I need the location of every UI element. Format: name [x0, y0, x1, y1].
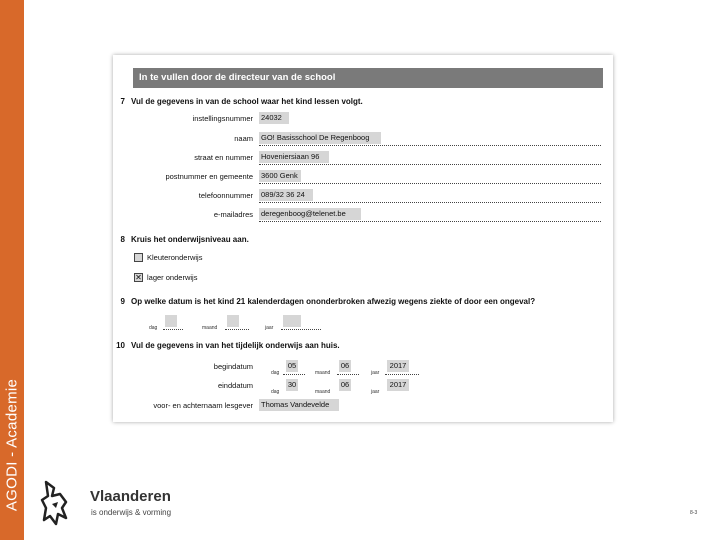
- field-begin-maand: 06: [340, 361, 350, 370]
- dotted-line: [259, 221, 601, 222]
- label-email: e-mailadres: [213, 210, 253, 219]
- label-jaar: jaar: [371, 370, 380, 376]
- label-kleuteronderwijs: Kleuteronderwijs: [147, 253, 203, 262]
- label-maand: maand: [315, 389, 331, 395]
- question-10-number: 10: [116, 341, 125, 350]
- field-q9-maand[interactable]: [227, 315, 239, 327]
- label-maand: maand: [202, 325, 218, 331]
- label-einddatum: einddatum: [217, 381, 253, 390]
- field-eind-maand: 06: [340, 380, 350, 389]
- dotted-line: [259, 145, 601, 146]
- form-image: [113, 55, 613, 422]
- question-8-text: Kruis het onderwijsniveau aan.: [131, 235, 249, 244]
- dotted-line: [283, 374, 305, 375]
- dotted-line: [259, 164, 601, 165]
- label-lager-onderwijs: lager onderwijs: [147, 273, 198, 282]
- brand-name: Vlaanderen: [90, 488, 171, 505]
- sidebar-label: AGODI - Academie: [3, 378, 21, 512]
- dotted-line: [259, 183, 601, 184]
- question-8-number: 8: [120, 235, 125, 244]
- form-header: In te vullen door de directeur van de school: [133, 68, 603, 88]
- checkbox-kleuteronderwijs[interactable]: [134, 253, 143, 262]
- label-dag: dag: [271, 389, 280, 395]
- label-straat: straat en nummer: [194, 153, 253, 162]
- field-postnummer: 3600 Genk: [259, 170, 301, 182]
- question-9-number: 9: [120, 297, 125, 306]
- brand-subtitle: is onderwijs & vorming: [91, 508, 172, 517]
- field-q9-dag[interactable]: [165, 315, 177, 327]
- question-7: [113, 97, 363, 106]
- label-begindatum: begindatum: [213, 362, 253, 371]
- label-dag: dag: [271, 370, 280, 376]
- question-8: [113, 235, 249, 244]
- field-email: deregenboog@telenet.be: [259, 208, 361, 220]
- field-q9-jaar[interactable]: [283, 315, 301, 327]
- dotted-line: [163, 329, 183, 330]
- dotted-line: [337, 374, 359, 375]
- field-eind-dag: 30: [287, 380, 297, 389]
- field-telefoon: 089/32 36 24: [259, 189, 313, 201]
- field-lesgever: Thomas Vandevelde: [259, 399, 339, 411]
- question-9-text: Op welke datum is het kind 21 kalenderdagen ononderbroken afwezig wegens ziekte of door een ongeval?: [131, 297, 536, 306]
- sidebar: [0, 0, 24, 540]
- question-7-text: Vul de gegevens in van de school waar het kind lessen volgt.: [131, 97, 363, 106]
- lion-logo-icon: [40, 478, 72, 528]
- dotted-line: [281, 329, 321, 330]
- field-instellingsnummer: 24032: [259, 112, 289, 124]
- question-10: [113, 341, 340, 350]
- question-10-text: Vul de gegevens in van het tijdelijk onderwijs aan huis.: [131, 341, 340, 350]
- field-eind-jaar: 2017: [387, 379, 409, 391]
- field-straat: Hoveniersiaan 96: [259, 151, 329, 163]
- label-telefoon: telefoonnummer: [198, 191, 253, 200]
- question-7-number: 7: [120, 97, 125, 106]
- dotted-line: [385, 374, 419, 375]
- label-naam: naam: [234, 134, 253, 143]
- page-number: 8-3: [690, 510, 698, 516]
- question-9: [113, 297, 535, 306]
- dotted-line: [225, 329, 249, 330]
- label-instellingsnummer: instellingsnummer: [192, 114, 253, 123]
- label-maand: maand: [315, 370, 331, 376]
- field-begin-dag: 05: [287, 361, 297, 370]
- field-naam: GO! Basisschool De Regenboog: [259, 132, 381, 144]
- field-begin-jaar: 2017: [387, 360, 409, 372]
- checkbox-lager-onderwijs[interactable]: ✕: [135, 273, 142, 282]
- label-jaar: jaar: [371, 389, 380, 395]
- label-postnummer: postnummer en gemeente: [165, 172, 253, 181]
- label-lesgever: voor- en achternaam lesgever: [153, 401, 253, 410]
- label-jaar: jaar: [265, 325, 274, 331]
- dotted-line: [259, 202, 601, 203]
- label-dag: dag: [149, 325, 158, 331]
